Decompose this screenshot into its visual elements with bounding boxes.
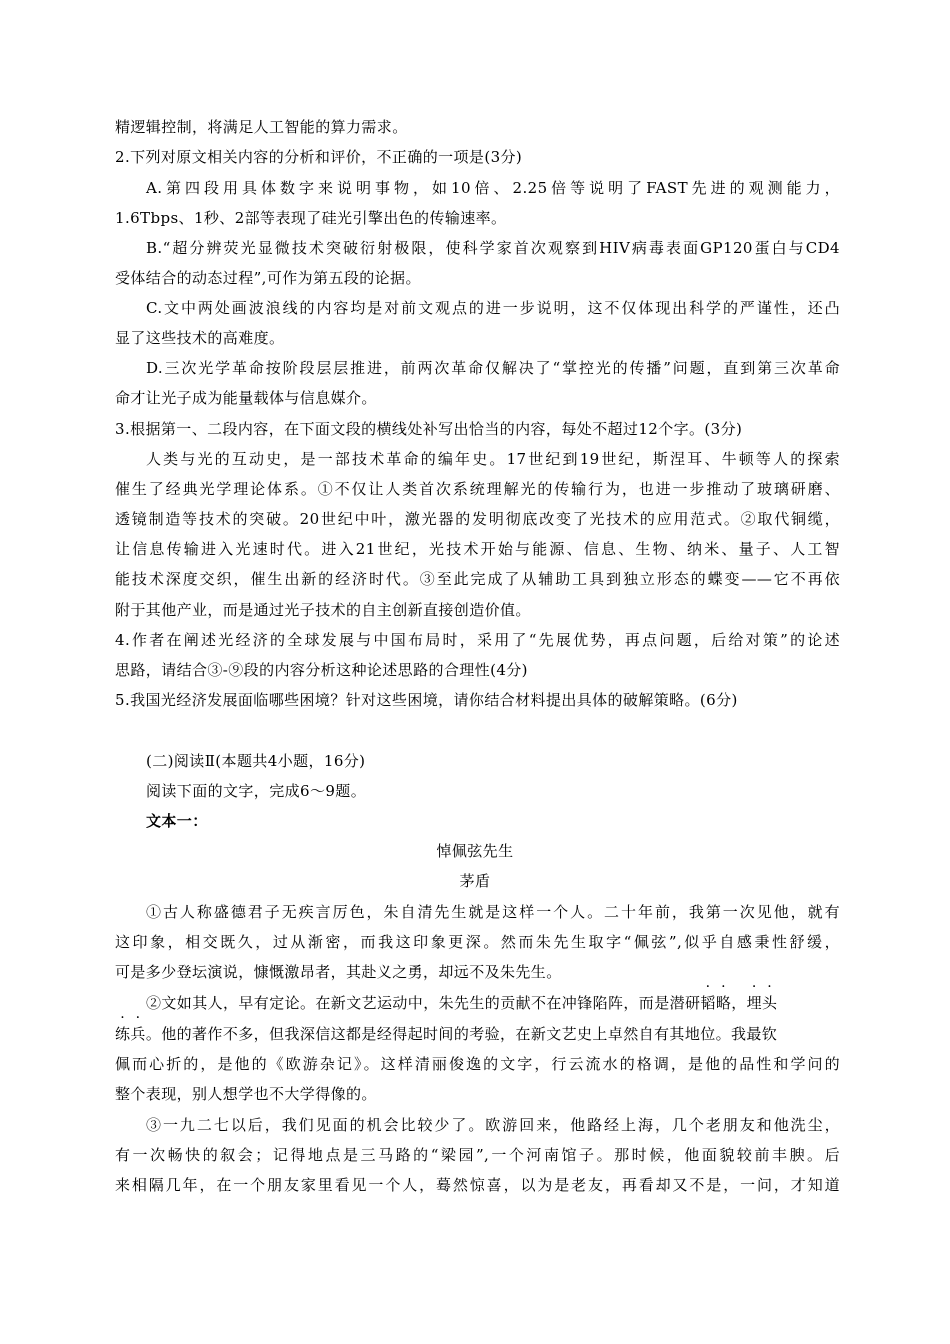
- text-line: 让信息传输进入光速时代。进入21世纪，光技术开始与能源、信息、生物、纳米、量子、人工智: [115, 540, 840, 558]
- text-line: 思路，请结合③-⑨段的内容分析这种论述思路的合理性(4分): [115, 661, 528, 679]
- question-3: 3.根据第一、二段内容，在下面文段的横线处补写出恰当的内容，每处不超过12个字。(3分): [115, 420, 743, 438]
- text-line: 整个表现，别人想学也不大学得像的。: [115, 1085, 377, 1103]
- article-author: 茅盾: [459, 872, 491, 890]
- text-line: 精逻辑控制，将满足人工智能的算力需求。: [115, 118, 408, 136]
- article-title: 悼佩弦先生: [436, 842, 514, 860]
- emphasis-char: 略: [715, 994, 732, 1012]
- paragraph-3: ③一九二七以后，我们见面的机会比较少了。欧游回来，他路经上海，几个老朋友和他洗尘，: [146, 1116, 840, 1134]
- text-line: 命才让光子成为能量载体与信息媒介。: [115, 389, 377, 407]
- emphasis-char: 兵: [130, 1025, 146, 1043]
- text-one-label: 文本一：: [146, 812, 208, 830]
- text-line: 可是多少登坛演说，慷慨激昂者，其赴义之勇，却远不及朱先生。: [115, 963, 562, 981]
- question-5: 5.我国光经济发展面临哪些困境？针对这些困境，请你结合材料提出具体的破解策略。(6分): [115, 691, 738, 709]
- emphasis-char: 头: [762, 994, 778, 1012]
- paragraph-1: ①古人称盛德君子无疾言厉色，朱自清先生就是这样一个人。二十年前，我第一次见他，就有: [146, 903, 840, 921]
- instruction: 阅读下面的文字，完成6～9题。: [146, 782, 367, 800]
- option-d: D.三次光学革命按阶段层层推进，前两次革命仅解决了“掌控光的传播”问题，直到第三次革命: [146, 359, 840, 377]
- text-line: 来相隔几年，在一个朋友家里看见一个人，蓦然惊喜，以为是老友，再看却又不是，一问，才知道: [115, 1176, 840, 1194]
- text-line: [115, 1024, 840, 1044]
- text-run: 。他的著作不多，但我深信这都是经得起时间的考验，在新文艺史上卓然自有其地位。我最钦: [145, 1025, 778, 1043]
- text-line: 受体结合的动态过程”,可作为第五段的论据。: [115, 269, 421, 287]
- text-line: 有一次畅快的叙会；记得地点是三马路的“梁园”,一个河南馆子。那时候，他面貌较前丰腴。后: [115, 1146, 840, 1164]
- text-run: ，: [731, 994, 747, 1012]
- text-line: 这印象，相交既久，过从渐密，而我这印象更深。然而朱先生取字“佩弦”,似乎自感秉性舒缓，: [115, 933, 840, 951]
- text-line: 人类与光的互动史，是一部技术革命的编年史。17世纪到19世纪，斯涅耳、牛顿等人的探索: [146, 450, 840, 468]
- emphasis-char: 韬: [700, 994, 716, 1012]
- text-line: 透镜制造等技术的突破。20世纪中叶，激光器的发明彻底改变了光技术的应用范式。②取代铜缆，: [115, 510, 840, 528]
- option-b: B.“超分辨荧光显微技术突破衍射极限，使科学家首次观察到HIV病毒表面GP120蛋白与CD4: [146, 239, 840, 257]
- text-line: 催生了经典光学理论体系。①不仅让人类首次系统理解光的传输行为，也进一步推动了玻璃研磨、: [115, 480, 840, 498]
- text-run: ②文如其人，早有定论。在新文艺运动中，朱先生的贡献不在冲锋陷阵，而是潜研: [146, 994, 701, 1012]
- emphasis-char: 埋: [746, 994, 763, 1012]
- question-4: 4.作者在阐述光经济的全球发展与中国布局时，采用了“先展优势，再点问题，后给对策”的论述: [115, 631, 840, 649]
- question-2: 2.下列对原文相关内容的分析和评价，不正确的一项是(3分): [115, 148, 523, 166]
- option-c: C.文中两处画波浪线的内容均是对前文观点的进一步说明，这不仅体现出科学的严谨性，还凸: [146, 299, 840, 317]
- option-a: A.第四段用具体数字来说明事物，如10倍、2.25倍等说明了FAST先进的观测能力，: [146, 179, 840, 197]
- text-line: 佩而心折的，是他的《欧游杂记》。这样清丽俊逸的文字，行云流水的格调，是他的品性和学问的: [115, 1055, 840, 1073]
- text-line: 显了这些技术的高难度。: [115, 329, 285, 347]
- section-heading: (二)阅读Ⅱ(本题共4小题，16分): [146, 752, 366, 770]
- text-line: 1.6Tbps、1秒、2部等表现了硅光引擎出色的传输速率。: [115, 209, 507, 227]
- text-line: 能技术深度交织，催生出新的经济时代。③至此完成了从辅助工具到独立形态的蝶变——它不再依: [115, 570, 840, 588]
- paragraph-2: [146, 993, 840, 1013]
- text-line: 附于其他产业，而是通过光子技术的自主创新直接创造价值。: [115, 601, 531, 619]
- emphasis-char: 练: [115, 1025, 131, 1043]
